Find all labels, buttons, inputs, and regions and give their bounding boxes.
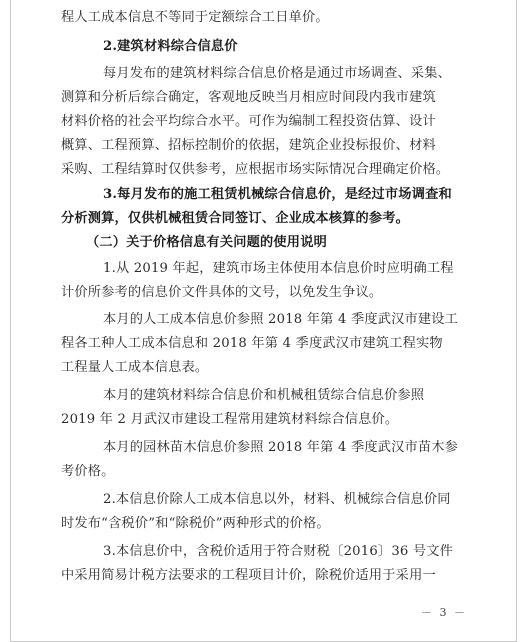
paragraph-materials-machinery-line1 [103, 384, 521, 408]
paragraph-note3-line1 [103, 540, 521, 564]
paragraph-note2 [61, 512, 479, 536]
paragraph-building-materials-line1 [103, 62, 521, 86]
paragraph-note1-line1 [103, 257, 521, 281]
section-heading-usage-notes [86, 231, 504, 255]
text-line: 中采用简易计税方法要求的工程项目计价，除税价适用于采用一 [61, 568, 436, 583]
text-line: 测算和分析后综合确定，客观地反映当月相应时间段内我市建筑 [61, 90, 436, 105]
text-line: 本月的园林苗木信息价参照 2018 年第 4 季度武汉市苗木参 [103, 440, 459, 455]
paragraph-nursery-line1 [103, 436, 521, 460]
text-line: 概算、工程预算、招标控制价的依据，建筑企业投标报价、材料 [61, 138, 436, 153]
text-line: 计价所参考的信息价文件具体的文号，以免发生争议。 [61, 285, 383, 300]
paragraph-labor-cost [61, 332, 479, 380]
text-line: 时发布“含税价”和“除税价”两种形式的价格。 [61, 516, 330, 531]
paragraph-nursery [61, 460, 479, 484]
text-line: 程各工种人工成本信息和 2018 年第 4 季度武汉市建筑工程实物 [61, 336, 443, 351]
text-line: （二）关于价格信息有关问题的使用说明 [86, 235, 327, 250]
paragraph-labor-cost-line1 [103, 308, 521, 332]
document-page [10, 0, 517, 642]
text-line: 2.建筑材料综合信息价 [103, 39, 238, 54]
text-line: 分析测算，仅供机械租赁合同签订、企业成本核算的参考。 [61, 211, 410, 226]
page-number: － 3 － [421, 606, 467, 619]
paragraph-continuation [61, 6, 479, 30]
text-line: 本月的建筑材料综合信息价和机械租赁综合信息价参照 [103, 388, 425, 403]
text-line: 考价格。 [61, 464, 115, 479]
text-line: 3.本信息价中，含税价适用于符合财税〔2016〕36 号文件 [103, 544, 454, 559]
text-line: 2.本信息价除人工成本信息以外，材料、机械综合信息价同 [103, 492, 451, 507]
paragraph-building-materials [61, 86, 479, 182]
text-line: 工程量人工成本信息表。 [61, 360, 209, 375]
paragraph-machinery-line1 [103, 183, 521, 207]
paragraph-machinery [61, 207, 479, 231]
text-line: 程人工成本信息不等同于定额综合工日单价。 [61, 10, 329, 25]
heading-building-materials [103, 35, 521, 59]
paragraph-materials-machinery [61, 408, 479, 432]
paragraph-note2-line1 [103, 488, 521, 512]
paragraph-note3 [61, 564, 479, 588]
text-line: 2019 年 2 月武汉市建设工程常用建筑材料综合信息价。 [61, 412, 399, 427]
paragraph-note1 [61, 281, 479, 305]
text-line: 每月发布的建筑材料综合信息价格是通过市场调查、采集、 [103, 66, 452, 81]
text-line: 采购、工程结算时仅供参考，应根据市场实际情况合理确定价格。 [61, 162, 450, 177]
text-line: 1.从 2019 年起，建筑市场主体使用本信息价时应明确工程 [103, 261, 454, 276]
text-line: 本月的人工成本信息价参照 2018 年第 4 季度武汉市建设工 [103, 312, 459, 327]
text-line: 3.每月发布的施工租赁机械综合信息价，是经过市场调查和 [103, 187, 452, 202]
text-line: 材料价格的社会平均综合水平。可作为编制工程投资估算、设计 [61, 114, 436, 129]
